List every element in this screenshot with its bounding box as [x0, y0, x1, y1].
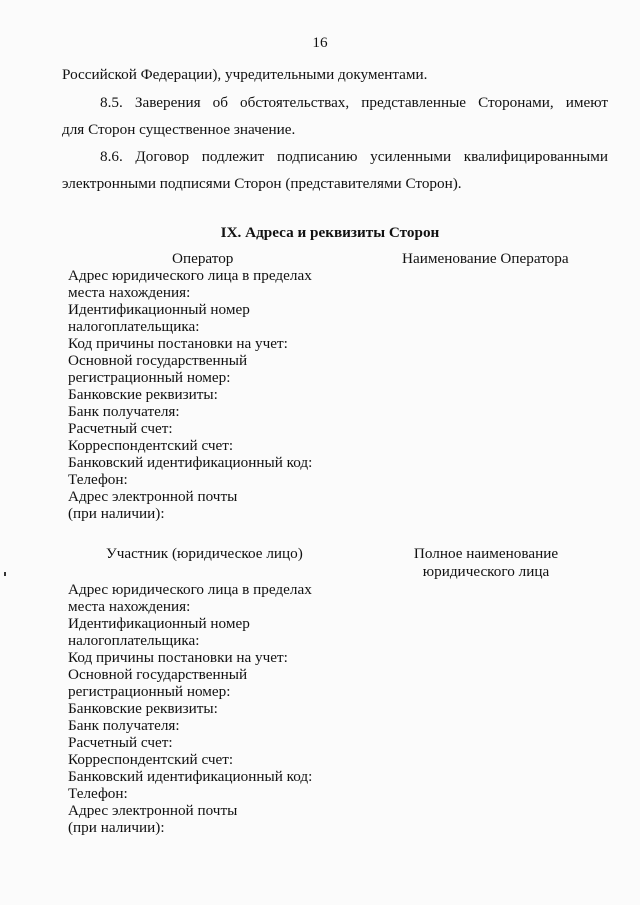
- participant-name-label-line-1: Полное наименование: [413, 545, 559, 562]
- operator-field: Код причины постановки на учет:: [68, 335, 288, 352]
- participant-field: Банк получателя:: [68, 717, 180, 734]
- operator-field: Банк получателя:: [68, 403, 180, 420]
- operator-field: Адрес юридического лица в пределах: [68, 267, 312, 284]
- participant-field: Адрес электронной почты: [68, 802, 238, 819]
- operator-field: Телефон:: [68, 471, 128, 488]
- participant-field: Банковский идентификационный код:: [68, 768, 313, 785]
- operator-field: Адрес электронной почты: [68, 488, 238, 505]
- operator-field: Расчетный счет:: [68, 420, 173, 437]
- operator-field: Основной государственный: [68, 352, 248, 369]
- scan-edge-mark: [4, 572, 6, 576]
- operator-field: (при наличии):: [68, 505, 165, 522]
- participant-field: Телефон:: [68, 785, 128, 802]
- page-number: 16: [312, 34, 328, 51]
- operator-field: Идентификационный номер: [68, 301, 250, 318]
- participant-field: Основной государственный: [68, 666, 248, 683]
- operator-field: Корреспондентский счет:: [68, 437, 234, 454]
- participant-field: Банковские реквизиты:: [68, 700, 218, 717]
- participant-name-label-line-2: юридического лица: [422, 563, 550, 580]
- paragraph-8-5-line-1: 8.5. Заверения об обстоятельствах, представленные Сторонами, имеют: [100, 94, 608, 111]
- operator-field: места нахождения:: [68, 284, 191, 301]
- operator-requisites-list: [68, 267, 312, 522]
- participant-requisites-list: [68, 581, 312, 836]
- participant-field: Корреспондентский счет:: [68, 751, 234, 768]
- participant-field: Расчетный счет:: [68, 734, 173, 751]
- operator-field: налогоплательщика:: [68, 318, 200, 335]
- operator-heading: Оператор: [172, 250, 234, 267]
- operator-field: регистрационный номер:: [68, 369, 231, 386]
- participant-heading: Участник (юридическое лицо): [106, 545, 303, 562]
- participant-field: Идентификационный номер: [68, 615, 250, 632]
- participant-field: Адрес юридического лица в пределах: [68, 581, 312, 598]
- participant-field: Код причины постановки на учет:: [68, 649, 288, 666]
- participant-field: (при наличии):: [68, 819, 165, 836]
- participant-field: налогоплательщика:: [68, 632, 200, 649]
- operator-field: Банковский идентификационный код:: [68, 454, 313, 471]
- paragraph-8-5-line-2: для Сторон существенное значение.: [62, 121, 296, 138]
- participant-field: места нахождения:: [68, 598, 191, 615]
- paragraph-continuation: Российской Федерации), учредительными документами.: [62, 66, 428, 83]
- section-title: IX. Адреса и реквизиты Сторон: [220, 224, 440, 241]
- paragraph-8-6-line-1: 8.6. Договор подлежит подписанию усиленными квалифицированными: [100, 148, 608, 165]
- operator-name-label: Наименование Оператора: [402, 250, 569, 267]
- participant-field: регистрационный номер:: [68, 683, 231, 700]
- operator-field: Банковские реквизиты:: [68, 386, 218, 403]
- paragraph-8-6-line-2: электронными подписями Сторон (представителями Сторон).: [62, 175, 462, 192]
